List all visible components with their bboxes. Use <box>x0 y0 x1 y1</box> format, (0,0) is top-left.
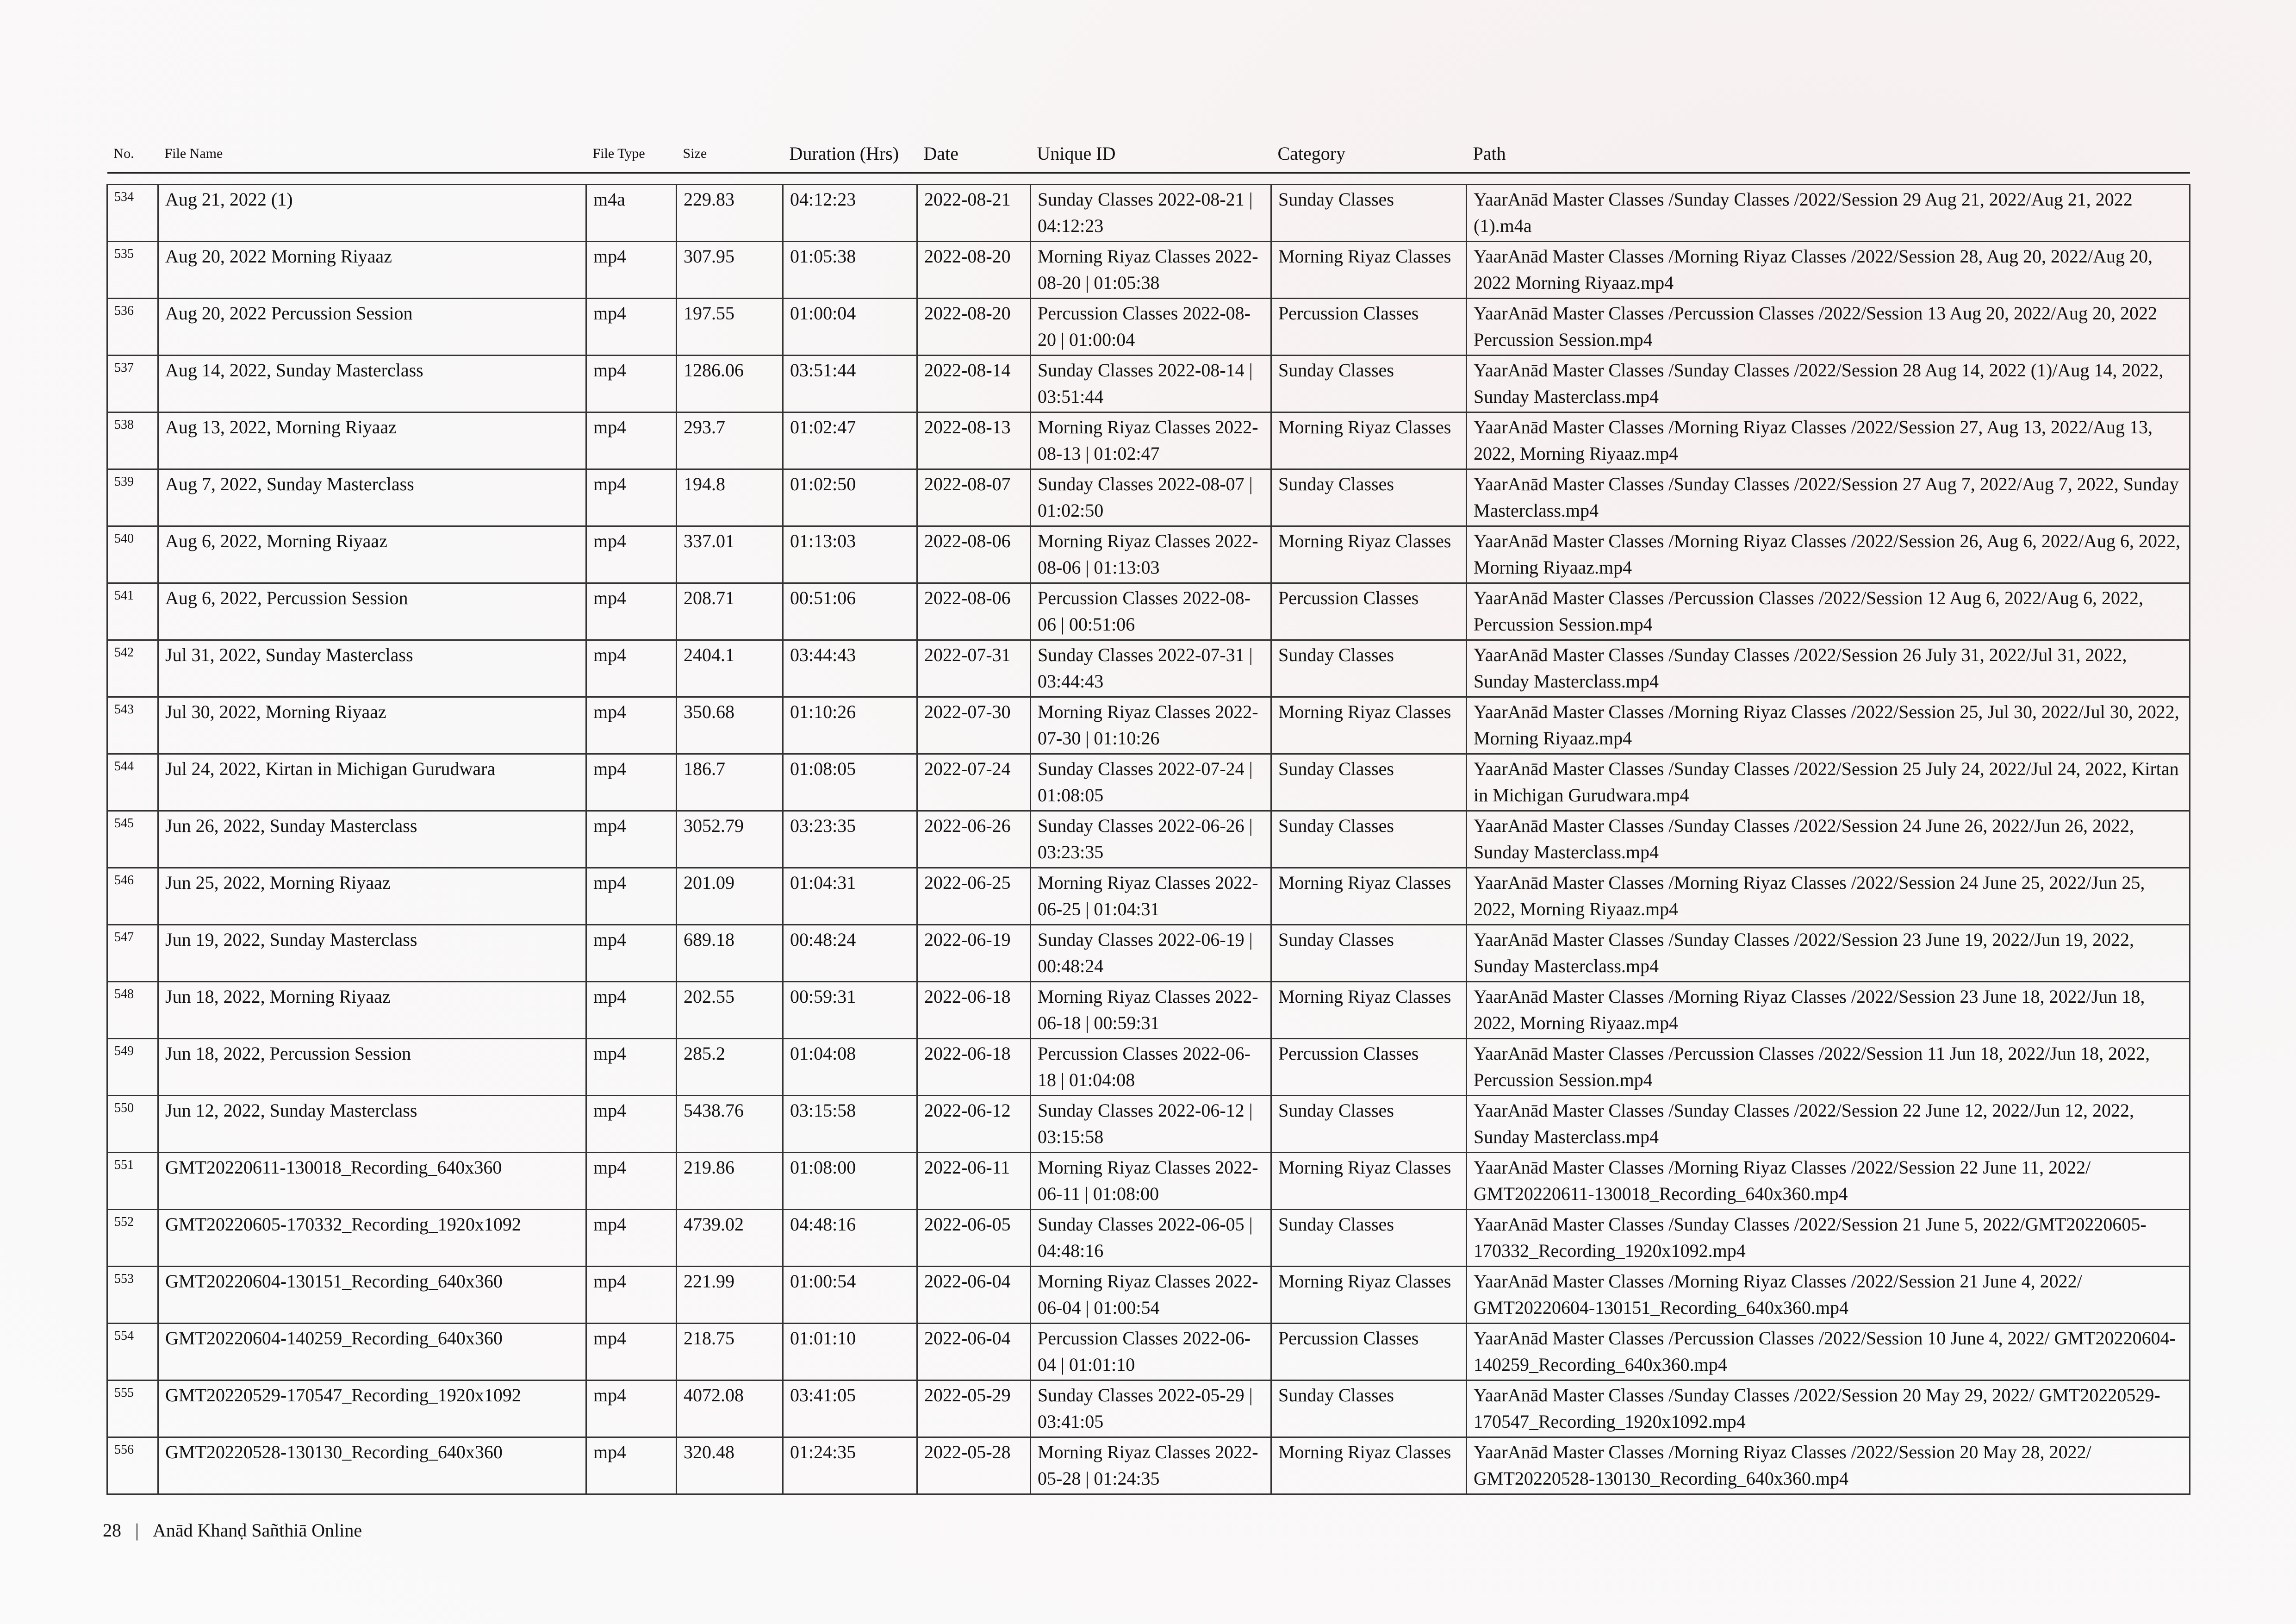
cell-size: 320.48 <box>677 1437 783 1494</box>
cell-category: Percussion Classes <box>1271 299 1467 356</box>
cell-file-type: mp4 <box>586 1380 677 1437</box>
cell-file-type: mp4 <box>586 412 677 469</box>
cell-size: 293.7 <box>677 412 783 469</box>
cell-category: Sunday Classes <box>1271 925 1467 982</box>
col-header-date: Date <box>917 134 1031 173</box>
cell-file-name: Jun 18, 2022, Percussion Session <box>158 1039 586 1096</box>
cell-duration: 01:13:03 <box>783 526 917 583</box>
cell-category: Sunday Classes <box>1271 754 1467 811</box>
cell-file-name: Jul 30, 2022, Morning Riyaaz <box>158 697 586 754</box>
cell-size: 4072.08 <box>677 1380 783 1437</box>
cell-category: Sunday Classes <box>1271 811 1467 868</box>
cell-path: YaarAnād Master Classes /Sunday Classes /2022/Session 21 June 5, 2022/GMT20220605-170332_Recording_1920x1092.mp4 <box>1467 1210 2190 1267</box>
cell-unique-id: Percussion Classes 2022-06-04 | 01:01:10 <box>1031 1324 1271 1380</box>
cell-category: Morning Riyaz Classes <box>1271 697 1467 754</box>
cell-no: 550 <box>107 1096 158 1153</box>
cell-no: 538 <box>107 412 158 469</box>
cell-file-name: Jun 18, 2022, Morning Riyaaz <box>158 982 586 1039</box>
cell-category: Sunday Classes <box>1271 1210 1467 1267</box>
cell-file-type: mp4 <box>586 811 677 868</box>
cell-path: YaarAnād Master Classes /Percussion Classes /2022/Session 13 Aug 20, 2022/Aug 20, 2022 Percussion Session.mp4 <box>1467 299 2190 356</box>
cell-file-name: GMT20220605-170332_Recording_1920x1092 <box>158 1210 586 1267</box>
cell-file-name: Jun 12, 2022, Sunday Masterclass <box>158 1096 586 1153</box>
cell-duration: 01:00:04 <box>783 299 917 356</box>
cell-path: YaarAnād Master Classes /Morning Riyaz Classes /2022/Session 26, Aug 6, 2022/Aug 6, 2022, Morning Riyaaz.mp4 <box>1467 526 2190 583</box>
cell-date: 2022-08-06 <box>917 526 1031 583</box>
cell-file-type: mp4 <box>586 583 677 640</box>
cell-duration: 00:59:31 <box>783 982 917 1039</box>
cell-file-type: mp4 <box>586 1096 677 1153</box>
cell-file-name: Aug 7, 2022, Sunday Masterclass <box>158 469 586 526</box>
cell-date: 2022-07-24 <box>917 754 1031 811</box>
cell-no: 549 <box>107 1039 158 1096</box>
cell-file-name: Aug 6, 2022, Percussion Session <box>158 583 586 640</box>
cell-no: 541 <box>107 583 158 640</box>
cell-path: YaarAnād Master Classes /Percussion Classes /2022/Session 10 June 4, 2022/ GMT20220604-140259_Recording_640x360.mp4 <box>1467 1324 2190 1380</box>
cell-file-type: mp4 <box>586 1210 677 1267</box>
cell-date: 2022-06-04 <box>917 1324 1031 1380</box>
cell-unique-id: Morning Riyaz Classes 2022-05-28 | 01:24:35 <box>1031 1437 1271 1494</box>
cell-duration: 01:10:26 <box>783 697 917 754</box>
col-header-path: Path <box>1467 134 2190 173</box>
cell-file-name: Jun 25, 2022, Morning Riyaaz <box>158 868 586 925</box>
cell-date: 2022-06-26 <box>917 811 1031 868</box>
cell-duration: 03:51:44 <box>783 356 917 412</box>
cell-date: 2022-06-04 <box>917 1267 1031 1324</box>
cell-size: 337.01 <box>677 526 783 583</box>
cell-size: 219.86 <box>677 1153 783 1210</box>
cell-file-name: GMT20220529-170547_Recording_1920x1092 <box>158 1380 586 1437</box>
table-row <box>107 1210 2190 1267</box>
table-header <box>107 134 2190 173</box>
cell-category: Percussion Classes <box>1271 1039 1467 1096</box>
cell-file-name: Jun 19, 2022, Sunday Masterclass <box>158 925 586 982</box>
cell-file-name: Jul 24, 2022, Kirtan in Michigan Gurudwara <box>158 754 586 811</box>
cell-unique-id: Sunday Classes 2022-07-24 | 01:08:05 <box>1031 754 1271 811</box>
cell-no: 540 <box>107 526 158 583</box>
cell-no: 548 <box>107 982 158 1039</box>
cell-file-type: mp4 <box>586 982 677 1039</box>
cell-duration: 01:04:31 <box>783 868 917 925</box>
cell-path: YaarAnād Master Classes /Sunday Classes /2022/Session 24 June 26, 2022/Jun 26, 2022, Sunday Masterclass.mp4 <box>1467 811 2190 868</box>
cell-duration: 03:23:35 <box>783 811 917 868</box>
table-row <box>107 868 2190 925</box>
cell-size: 285.2 <box>677 1039 783 1096</box>
cell-size: 201.09 <box>677 868 783 925</box>
cell-duration: 03:44:43 <box>783 640 917 697</box>
col-header-no: No. <box>107 134 158 173</box>
cell-file-name: GMT20220604-140259_Recording_640x360 <box>158 1324 586 1380</box>
cell-date: 2022-08-13 <box>917 412 1031 469</box>
table-row <box>107 1324 2190 1380</box>
cell-file-name: Jul 31, 2022, Sunday Masterclass <box>158 640 586 697</box>
col-header-file-name: File Name <box>158 134 586 173</box>
cell-file-name: Aug 20, 2022 Percussion Session <box>158 299 586 356</box>
cell-file-name: GMT20220611-130018_Recording_640x360 <box>158 1153 586 1210</box>
cell-date: 2022-06-12 <box>917 1096 1031 1153</box>
cell-duration: 00:51:06 <box>783 583 917 640</box>
cell-no: 552 <box>107 1210 158 1267</box>
cell-category: Morning Riyaz Classes <box>1271 242 1467 299</box>
cell-path: YaarAnād Master Classes /Percussion Classes /2022/Session 12 Aug 6, 2022/Aug 6, 2022, Percussion Session.mp4 <box>1467 583 2190 640</box>
cell-file-type: mp4 <box>586 1267 677 1324</box>
col-header-file-type: File Type <box>586 134 677 173</box>
cell-file-type: mp4 <box>586 469 677 526</box>
cell-file-type: mp4 <box>586 526 677 583</box>
cell-path: YaarAnād Master Classes /Morning Riyaz Classes /2022/Session 27, Aug 13, 2022/Aug 13, 2022, Morning Riyaaz.mp4 <box>1467 412 2190 469</box>
cell-no: 547 <box>107 925 158 982</box>
cell-path: YaarAnād Master Classes /Percussion Classes /2022/Session 11 Jun 18, 2022/Jun 18, 2022, Percussion Session.mp4 <box>1467 1039 2190 1096</box>
cell-size: 229.83 <box>677 185 783 242</box>
cell-no: 534 <box>107 185 158 242</box>
col-header-unique-id: Unique ID <box>1031 134 1271 173</box>
cell-date: 2022-08-06 <box>917 583 1031 640</box>
table-row <box>107 526 2190 583</box>
table-row <box>107 640 2190 697</box>
table-row <box>107 1437 2190 1494</box>
cell-file-name: Aug 14, 2022, Sunday Masterclass <box>158 356 586 412</box>
cell-unique-id: Sunday Classes 2022-08-14 | 03:51:44 <box>1031 356 1271 412</box>
cell-date: 2022-08-21 <box>917 185 1031 242</box>
cell-date: 2022-06-25 <box>917 868 1031 925</box>
cell-path: YaarAnād Master Classes /Sunday Classes /2022/Session 23 June 19, 2022/Jun 19, 2022, Sunday Masterclass.mp4 <box>1467 925 2190 982</box>
cell-size: 4739.02 <box>677 1210 783 1267</box>
cell-file-type: mp4 <box>586 356 677 412</box>
publication-title: Anād Khanḍ Sañthiā Online <box>153 1520 362 1541</box>
cell-no: 546 <box>107 868 158 925</box>
table-row <box>107 185 2190 242</box>
cell-size: 5438.76 <box>677 1096 783 1153</box>
page-number: 28 <box>103 1520 121 1541</box>
cell-unique-id: Morning Riyaz Classes 2022-08-13 | 01:02:47 <box>1031 412 1271 469</box>
cell-date: 2022-08-20 <box>917 299 1031 356</box>
cell-file-type: mp4 <box>586 299 677 356</box>
cell-category: Sunday Classes <box>1271 469 1467 526</box>
col-header-duration: Duration (Hrs) <box>783 134 917 173</box>
cell-size: 3052.79 <box>677 811 783 868</box>
cell-file-type: mp4 <box>586 868 677 925</box>
cell-size: 221.99 <box>677 1267 783 1324</box>
table-row <box>107 1267 2190 1324</box>
cell-unique-id: Percussion Classes 2022-08-06 | 00:51:06 <box>1031 583 1271 640</box>
cell-unique-id: Morning Riyaz Classes 2022-06-04 | 01:00:54 <box>1031 1267 1271 1324</box>
cell-file-name: Aug 13, 2022, Morning Riyaaz <box>158 412 586 469</box>
cell-no: 537 <box>107 356 158 412</box>
table-row <box>107 1380 2190 1437</box>
table-row <box>107 811 2190 868</box>
cell-file-type: mp4 <box>586 925 677 982</box>
cell-no: 554 <box>107 1324 158 1380</box>
cell-size: 350.68 <box>677 697 783 754</box>
cell-path: YaarAnād Master Classes /Morning Riyaz Classes /2022/Session 25, Jul 30, 2022/Jul 30, 2022, Morning Riyaaz.mp4 <box>1467 697 2190 754</box>
cell-size: 2404.1 <box>677 640 783 697</box>
cell-size: 689.18 <box>677 925 783 982</box>
cell-duration: 01:04:08 <box>783 1039 917 1096</box>
cell-duration: 04:12:23 <box>783 185 917 242</box>
cell-duration: 01:24:35 <box>783 1437 917 1494</box>
cell-unique-id: Sunday Classes 2022-08-21 | 04:12:23 <box>1031 185 1271 242</box>
cell-category: Sunday Classes <box>1271 1380 1467 1437</box>
cell-unique-id: Morning Riyaz Classes 2022-08-20 | 01:05:38 <box>1031 242 1271 299</box>
table-row <box>107 242 2190 299</box>
page-footer <box>103 1520 362 1541</box>
cell-no: 545 <box>107 811 158 868</box>
table-row <box>107 299 2190 356</box>
cell-unique-id: Morning Riyaz Classes 2022-08-06 | 01:13:03 <box>1031 526 1271 583</box>
cell-path: YaarAnād Master Classes /Sunday Classes /2022/Session 29 Aug 21, 2022/Aug 21, 2022 (1).m4a <box>1467 185 2190 242</box>
cell-date: 2022-07-30 <box>917 697 1031 754</box>
cell-category: Percussion Classes <box>1271 1324 1467 1380</box>
cell-file-name: GMT20220528-130130_Recording_640x360 <box>158 1437 586 1494</box>
cell-unique-id: Sunday Classes 2022-06-05 | 04:48:16 <box>1031 1210 1271 1267</box>
cell-category: Morning Riyaz Classes <box>1271 526 1467 583</box>
cell-unique-id: Morning Riyaz Classes 2022-07-30 | 01:10:26 <box>1031 697 1271 754</box>
cell-path: YaarAnād Master Classes /Sunday Classes /2022/Session 28 Aug 14, 2022 (1)/Aug 14, 2022, Sunday Masterclass.mp4 <box>1467 356 2190 412</box>
cell-no: 543 <box>107 697 158 754</box>
cell-date: 2022-05-28 <box>917 1437 1031 1494</box>
cell-date: 2022-06-18 <box>917 982 1031 1039</box>
cell-unique-id: Morning Riyaz Classes 2022-06-11 | 01:08:00 <box>1031 1153 1271 1210</box>
cell-category: Morning Riyaz Classes <box>1271 1267 1467 1324</box>
cell-size: 1286.06 <box>677 356 783 412</box>
cell-no: 553 <box>107 1267 158 1324</box>
cell-file-type: m4a <box>586 185 677 242</box>
cell-duration: 01:01:10 <box>783 1324 917 1380</box>
cell-no: 539 <box>107 469 158 526</box>
cell-size: 186.7 <box>677 754 783 811</box>
cell-date: 2022-08-14 <box>917 356 1031 412</box>
cell-size: 197.55 <box>677 299 783 356</box>
cell-unique-id: Percussion Classes 2022-08-20 | 01:00:04 <box>1031 299 1271 356</box>
cell-duration: 01:02:50 <box>783 469 917 526</box>
cell-date: 2022-08-20 <box>917 242 1031 299</box>
cell-unique-id: Morning Riyaz Classes 2022-06-25 | 01:04:31 <box>1031 868 1271 925</box>
cell-category: Sunday Classes <box>1271 640 1467 697</box>
col-header-category: Category <box>1271 134 1467 173</box>
cell-size: 194.8 <box>677 469 783 526</box>
cell-category: Percussion Classes <box>1271 583 1467 640</box>
cell-category: Sunday Classes <box>1271 356 1467 412</box>
cell-file-type: mp4 <box>586 754 677 811</box>
cell-file-name: Aug 21, 2022 (1) <box>158 185 586 242</box>
cell-file-type: mp4 <box>586 640 677 697</box>
cell-duration: 01:08:05 <box>783 754 917 811</box>
cell-file-name: Jun 26, 2022, Sunday Masterclass <box>158 811 586 868</box>
cell-file-type: mp4 <box>586 697 677 754</box>
cell-duration: 00:48:24 <box>783 925 917 982</box>
cell-date: 2022-07-31 <box>917 640 1031 697</box>
cell-duration: 03:15:58 <box>783 1096 917 1153</box>
cell-unique-id: Morning Riyaz Classes 2022-06-18 | 00:59:31 <box>1031 982 1271 1039</box>
cell-file-name: Aug 6, 2022, Morning Riyaaz <box>158 526 586 583</box>
cell-path: YaarAnād Master Classes /Sunday Classes /2022/Session 26 July 31, 2022/Jul 31, 2022, Sunday Masterclass.mp4 <box>1467 640 2190 697</box>
table-row <box>107 982 2190 1039</box>
cell-path: YaarAnād Master Classes /Sunday Classes /2022/Session 27 Aug 7, 2022/Aug 7, 2022, Sunday Masterclass.mp4 <box>1467 469 2190 526</box>
cell-unique-id: Sunday Classes 2022-06-26 | 03:23:35 <box>1031 811 1271 868</box>
cell-category: Sunday Classes <box>1271 1096 1467 1153</box>
cell-size: 208.71 <box>677 583 783 640</box>
cell-unique-id: Sunday Classes 2022-06-19 | 00:48:24 <box>1031 925 1271 982</box>
cell-unique-id: Percussion Classes 2022-06-18 | 01:04:08 <box>1031 1039 1271 1096</box>
cell-unique-id: Sunday Classes 2022-07-31 | 03:44:43 <box>1031 640 1271 697</box>
cell-file-type: mp4 <box>586 1153 677 1210</box>
cell-category: Morning Riyaz Classes <box>1271 1437 1467 1494</box>
cell-no: 542 <box>107 640 158 697</box>
cell-duration: 01:02:47 <box>783 412 917 469</box>
cell-path: YaarAnād Master Classes /Morning Riyaz Classes /2022/Session 23 June 18, 2022/Jun 18, 2022, Morning Riyaaz.mp4 <box>1467 982 2190 1039</box>
cell-date: 2022-08-07 <box>917 469 1031 526</box>
cell-category: Morning Riyaz Classes <box>1271 982 1467 1039</box>
cell-category: Morning Riyaz Classes <box>1271 1153 1467 1210</box>
cell-unique-id: Sunday Classes 2022-08-07 | 01:02:50 <box>1031 469 1271 526</box>
cell-category: Sunday Classes <box>1271 185 1467 242</box>
cell-file-type: mp4 <box>586 1437 677 1494</box>
cell-file-name: GMT20220604-130151_Recording_640x360 <box>158 1267 586 1324</box>
cell-file-type: mp4 <box>586 1324 677 1380</box>
cell-no: 555 <box>107 1380 158 1437</box>
table-row <box>107 1096 2190 1153</box>
cell-no: 544 <box>107 754 158 811</box>
table-row <box>107 697 2190 754</box>
table-row <box>107 583 2190 640</box>
table-row <box>107 925 2190 982</box>
table-row <box>107 412 2190 469</box>
cell-path: YaarAnād Master Classes /Morning Riyaz Classes /2022/Session 20 May 28, 2022/ GMT20220528-130130_Recording_640x360.mp4 <box>1467 1437 2190 1494</box>
footer-separator: | <box>135 1520 139 1541</box>
table-row <box>107 469 2190 526</box>
cell-unique-id: Sunday Classes 2022-05-29 | 03:41:05 <box>1031 1380 1271 1437</box>
cell-category: Morning Riyaz Classes <box>1271 412 1467 469</box>
cell-size: 218.75 <box>677 1324 783 1380</box>
cell-path: YaarAnād Master Classes /Sunday Classes /2022/Session 20 May 29, 2022/ GMT20220529-170547_Recording_1920x1092.mp4 <box>1467 1380 2190 1437</box>
cell-path: YaarAnād Master Classes /Sunday Classes /2022/Session 25 July 24, 2022/Jul 24, 2022, Kirtan in Michigan Gurudwara.mp4 <box>1467 754 2190 811</box>
cell-file-type: mp4 <box>586 242 677 299</box>
table-row <box>107 754 2190 811</box>
cell-no: 535 <box>107 242 158 299</box>
cell-path: YaarAnād Master Classes /Morning Riyaz Classes /2022/Session 21 June 4, 2022/ GMT20220604-130151_Recording_640x360.mp4 <box>1467 1267 2190 1324</box>
cell-date: 2022-06-05 <box>917 1210 1031 1267</box>
cell-unique-id: Sunday Classes 2022-06-12 | 03:15:58 <box>1031 1096 1271 1153</box>
table-row <box>107 1039 2190 1096</box>
table-row <box>107 1153 2190 1210</box>
cell-date: 2022-05-29 <box>917 1380 1031 1437</box>
cell-no: 536 <box>107 299 158 356</box>
cell-duration: 01:00:54 <box>783 1267 917 1324</box>
cell-size: 202.55 <box>677 982 783 1039</box>
cell-path: YaarAnād Master Classes /Morning Riyaz Classes /2022/Session 22 June 11, 2022/ GMT20220611-130018_Recording_640x360.mp4 <box>1467 1153 2190 1210</box>
file-table <box>106 134 2190 1495</box>
cell-duration: 03:41:05 <box>783 1380 917 1437</box>
table-body <box>107 173 2190 1494</box>
cell-path: YaarAnād Master Classes /Sunday Classes /2022/Session 22 June 12, 2022/Jun 12, 2022, Sunday Masterclass.mp4 <box>1467 1096 2190 1153</box>
cell-path: YaarAnād Master Classes /Morning Riyaz Classes /2022/Session 24 June 25, 2022/Jun 25, 2022, Morning Riyaaz.mp4 <box>1467 868 2190 925</box>
cell-file-name: Aug 20, 2022 Morning Riyaaz <box>158 242 586 299</box>
table-row <box>107 356 2190 412</box>
cell-file-type: mp4 <box>586 1039 677 1096</box>
cell-duration: 01:05:38 <box>783 242 917 299</box>
cell-duration: 01:08:00 <box>783 1153 917 1210</box>
cell-size: 307.95 <box>677 242 783 299</box>
cell-date: 2022-06-18 <box>917 1039 1031 1096</box>
cell-no: 551 <box>107 1153 158 1210</box>
cell-date: 2022-06-19 <box>917 925 1031 982</box>
cell-date: 2022-06-11 <box>917 1153 1031 1210</box>
col-header-size: Size <box>677 134 783 173</box>
cell-category: Morning Riyaz Classes <box>1271 868 1467 925</box>
cell-duration: 04:48:16 <box>783 1210 917 1267</box>
cell-no: 556 <box>107 1437 158 1494</box>
cell-path: YaarAnād Master Classes /Morning Riyaz Classes /2022/Session 28, Aug 20, 2022/Aug 20, 2022 Morning Riyaaz.mp4 <box>1467 242 2190 299</box>
